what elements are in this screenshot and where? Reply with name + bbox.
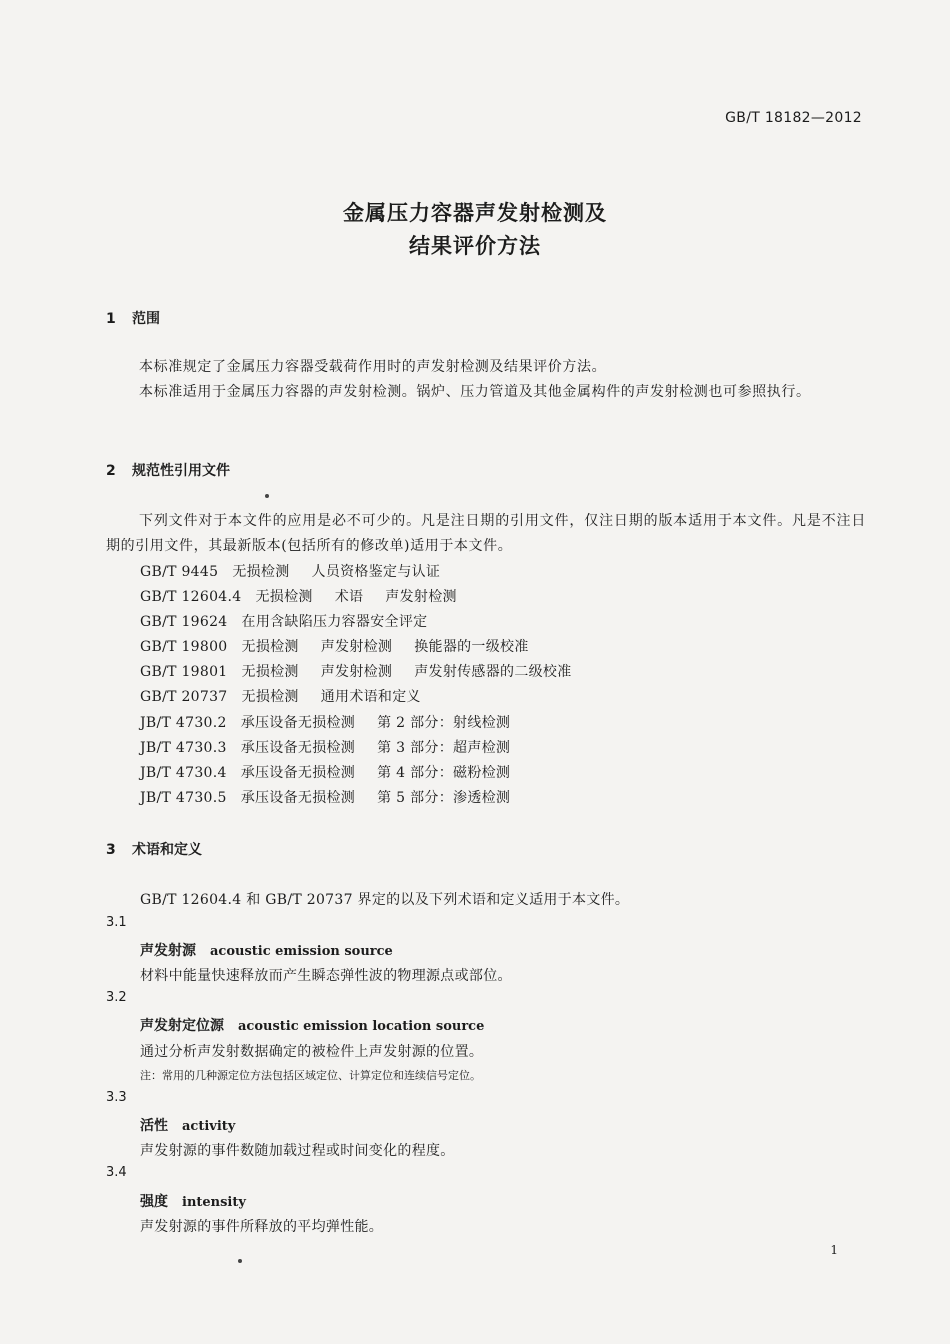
term-en: activity <box>182 1119 236 1134</box>
reference-item <box>140 737 532 757</box>
reference-name-part: 第 2 部分：射线检测 <box>377 715 511 731</box>
section-3-heading <box>106 839 202 859</box>
term-heading <box>140 940 393 960</box>
section-3-intro: GB/T 12604.4 和 GB/T 20737 界定的以及下列术语和定义适用于本文件。 <box>140 892 630 908</box>
term-zh: 强度 <box>140 1194 168 1210</box>
term-definition: 材料中能量快速释放而产生瞬态弹性波的物理源点或部位。 <box>140 968 512 984</box>
reference-name-part: 换能器的一级校准 <box>414 639 529 655</box>
section-number: 3 <box>106 842 116 858</box>
term-zh: 声发射定位源 <box>140 1018 224 1034</box>
term-number: 3.4 <box>106 1165 127 1180</box>
reference-code: JB/T 4730.5 <box>140 790 227 806</box>
reference-name-part: 声发射检测 <box>320 639 393 655</box>
reference-item <box>140 762 532 782</box>
reference-name-part: 承压设备无损检测 <box>240 790 356 806</box>
term-note: 注：常用的几种源定位方法包括区域定位、计算定位和连续信号定位。 <box>140 1069 481 1082</box>
reference-name-part: 第 3 部分：超声检测 <box>377 740 511 756</box>
term-definition: 声发射源的事件数随加载过程或时间变化的程度。 <box>140 1143 455 1159</box>
reference-item <box>140 636 529 656</box>
section-number: 1 <box>106 311 116 327</box>
reference-name-part: 在用含缺陷压力容器安全评定 <box>241 614 428 630</box>
term-zh: 活性 <box>140 1118 168 1134</box>
term-heading <box>140 1191 246 1211</box>
reference-item <box>140 561 462 581</box>
section-1-heading <box>106 308 160 328</box>
reference-code: GB/T 9445 <box>140 564 219 580</box>
section-1-paragraph-2: 本标准适用于金属压力容器的声发射检测。锅炉、压力管道及其他金属构件的声发射检测也可参照执行。 <box>139 384 811 400</box>
term-definition: 通过分析声发射数据确定的被检件上声发射源的位置。 <box>140 1044 484 1060</box>
section-title: 术语和定义 <box>132 842 202 858</box>
reference-name-part: 无损检测 <box>241 664 299 680</box>
term-heading <box>140 1115 235 1135</box>
scan-speck <box>238 1259 242 1263</box>
document-title-line-2: 结果评价方法 <box>409 234 541 258</box>
reference-name-part: 通用术语和定义 <box>320 689 421 705</box>
reference-code: GB/T 19624 <box>140 614 228 630</box>
section-1-paragraph-1: 本标准规定了金属压力容器受载荷作用时的声发射检测及结果评价方法。 <box>139 359 607 375</box>
term-en: acoustic emission source <box>210 944 393 959</box>
reference-item <box>140 712 532 732</box>
section-title: 范围 <box>132 311 160 327</box>
reference-code: GB/T 19800 <box>140 639 228 655</box>
term-en: intensity <box>182 1195 246 1210</box>
reference-name-part: 无损检测 <box>232 564 290 580</box>
term-en: acoustic emission location source <box>238 1019 485 1034</box>
reference-code: JB/T 4730.4 <box>140 765 227 781</box>
reference-name-part: 无损检测 <box>255 589 313 605</box>
reference-name-part: 人员资格鉴定与认证 <box>311 564 441 580</box>
reference-name-part: 无损检测 <box>241 689 299 705</box>
page-number: 1 <box>830 1243 838 1257</box>
reference-item <box>140 661 572 681</box>
reference-name-part: 声发射检测 <box>385 589 457 605</box>
reference-code: GB/T 12604.4 <box>140 589 242 605</box>
reference-item <box>140 611 471 631</box>
scan-speck <box>265 494 269 498</box>
reference-name-part: 承压设备无损检测 <box>240 740 356 756</box>
term-number: 3.3 <box>106 1090 127 1105</box>
reference-item <box>140 787 532 807</box>
section-title: 规范性引用文件 <box>132 463 230 479</box>
reference-code: JB/T 4730.2 <box>140 715 227 731</box>
section-2-intro: 下列文件对于本文件的应用是必不可少的。凡是注日期的引用文件，仅注日期的版本适用于本文件。凡是不注日期的引用文件，其最新版本(包括所有的修改单)适用于本文件。 <box>106 513 866 554</box>
reference-name-part: 第 4 部分：磁粉检测 <box>377 765 511 781</box>
document-title-line-1: 金属压力容器声发射检测及 <box>343 201 607 225</box>
term-number: 3.1 <box>106 915 127 930</box>
term-number: 3.2 <box>106 990 127 1005</box>
reference-code: GB/T 20737 <box>140 689 228 705</box>
reference-item <box>140 586 457 606</box>
term-definition: 声发射源的事件所释放的平均弹性能。 <box>140 1219 384 1235</box>
reference-name-part: 承压设备无损检测 <box>240 715 356 731</box>
reference-name-part: 承压设备无损检测 <box>240 765 356 781</box>
reference-name-part: 无损检测 <box>241 639 299 655</box>
reference-name-part: 第 5 部分：渗透检测 <box>377 790 511 806</box>
reference-name-part: 声发射检测 <box>320 664 393 680</box>
reference-code: JB/T 4730.3 <box>140 740 227 756</box>
reference-item <box>140 686 443 706</box>
reference-name-part: 术语 <box>334 589 364 605</box>
reference-name-part: 声发射传感器的二级校准 <box>414 664 572 680</box>
reference-code: GB/T 19801 <box>140 664 228 680</box>
section-2-heading <box>106 460 230 480</box>
section-number: 2 <box>106 463 116 479</box>
term-zh: 声发射源 <box>140 943 196 959</box>
standard-code: GB/T 18182—2012 <box>725 110 862 126</box>
term-heading <box>140 1015 484 1035</box>
